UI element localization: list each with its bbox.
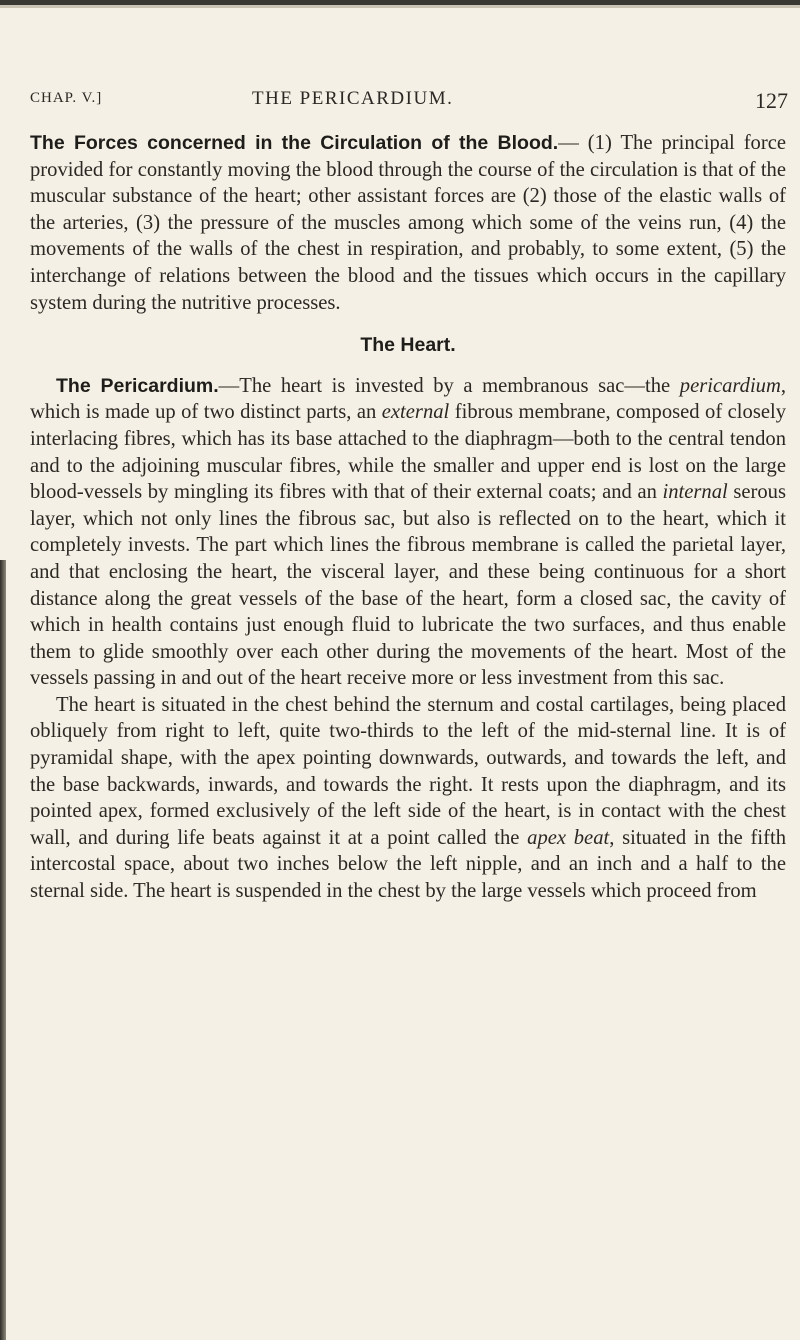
page-top-shadow: [0, 5, 800, 8]
heading-forces: The Forces concerned in the Circulation of the Blood.: [30, 132, 559, 154]
pericardium-text-c: fibrous membrane, composed of closely interlacing fibres, which has its base attached to the diaphragm—both to the central tendon and to the adjoining muscular fibres, while the smaller and upper end is lost on the large blood-vessels by mingling its fibres with that of their external coats; and an: [30, 401, 786, 504]
heart-position-text-b: , situated in the fifth intercostal space, about two inches below the left nipple, and an inch and a half to the sternal side. The heart is suspended in the chest by the large vessels which proceed from: [30, 826, 787, 903]
paragraph-heart-position: [30, 692, 786, 905]
term-external: external: [381, 401, 450, 424]
pericardium-text-b: , which is made up of two distinct parts, an: [30, 374, 786, 424]
paragraph-forces: [30, 130, 786, 316]
pericardium-text-a: —The heart is invested by a membranous sac—the: [218, 374, 680, 397]
term-internal: internal: [662, 481, 728, 504]
binding-shadow: [0, 560, 6, 1340]
page-number: 127: [755, 88, 788, 113]
running-title: THE PERICARDIUM.: [252, 88, 454, 109]
pericardium-text-d: serous layer, which not only lines the fibrous sac, but also is reflected on to the heart, which it completely invests. The part which lines the fibrous membrane is called the parietal layer, and that enclosing the heart, the visceral layer, and these being continuous for a short distance along the great vessels of the base of the heart, form a closed sac, the cavity of which in health contains just enough fluid to lubricate the two surfaces, and thus enable them to glide smoothly over each other during the movements of the heart. Most of the vessels passing in and out of the heart receive more or less investment from this sac.: [30, 481, 786, 690]
paragraph-pericardium: [30, 373, 786, 692]
term-pericardium: pericardium: [679, 374, 781, 397]
heading-the-heart: The Heart.: [360, 334, 456, 357]
forces-text: — (1) The principal force provided for constantly moving the blood through the course of the circulation is that of the muscular substance of the heart; other assistant forces are (2) those of the elastic walls of the arteries, (3) the pressure of the muscles among which some of the veins run, (4) the movements of the walls of the chest in respiration, and probably, to some extent, (5) the interchange of relations between the blood and the tissues which occurs in the capillary system during the nutritive processes.: [30, 132, 786, 314]
running-head: [30, 88, 786, 118]
term-apex-beat: apex beat: [527, 826, 610, 849]
chapter-label: CHAP. V.]: [30, 90, 103, 106]
body-text: [30, 130, 786, 905]
heading-pericardium: The Pericardium.: [56, 374, 219, 397]
heart-position-text-a: The heart is situated in the chest behind the sternum and costal cartilages, being placed obliquely from right to left, quite two-thirds to the left of the mid-sternal line. It is of pyramidal shape, with the apex pointing downwards, outwards, and towards the left, and the base backwards, inwards, and towards the right. It rests upon the diaphragm, and its pointed apex, formed exclusively of the left side of the heart, is in contact with the chest wall, and during life beats against it at a point called the: [30, 693, 786, 849]
